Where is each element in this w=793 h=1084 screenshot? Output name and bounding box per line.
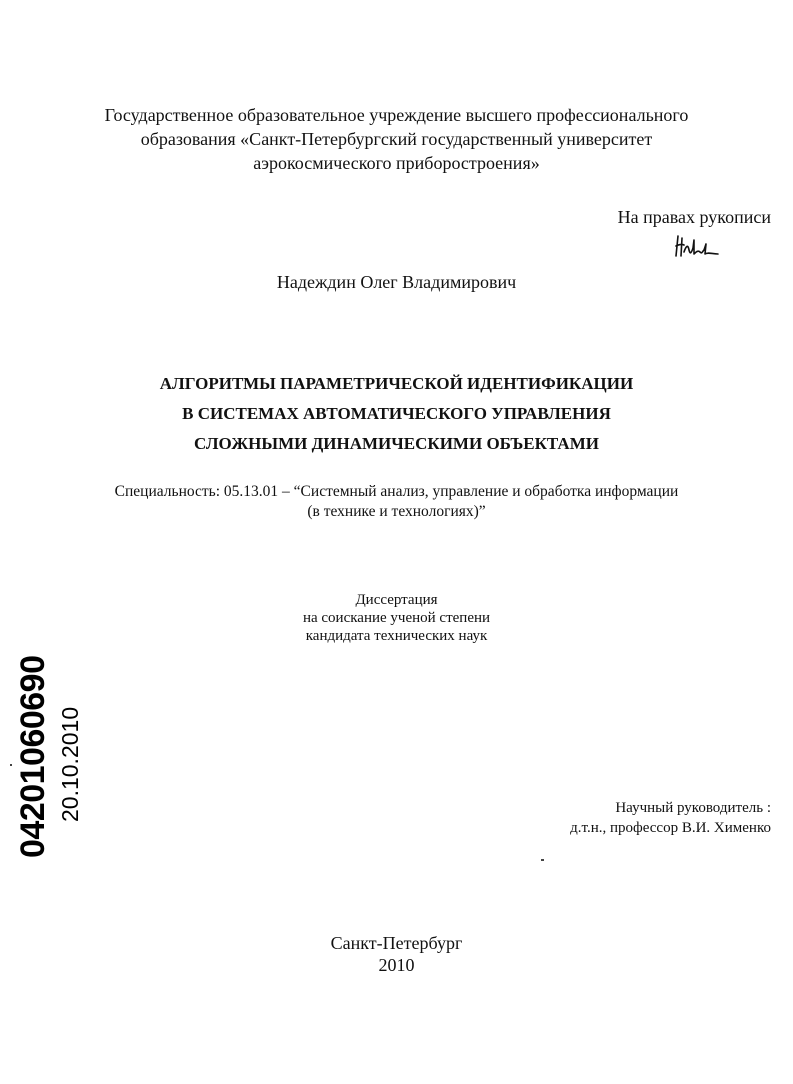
specialty-line-1: Специальность: 05.13.01 – “Системный анализ, управление и обработка информации <box>114 483 679 500</box>
dissertation-line-3: кандидата технических наук <box>305 628 488 644</box>
library-stamp-number: 04201060690 <box>14 655 52 858</box>
year: 2010 <box>378 955 415 975</box>
place-and-year <box>0 932 793 976</box>
advisor-name: д.т.н., профессор В.И. Хименко <box>570 820 771 836</box>
dissertation-type <box>0 591 793 645</box>
library-stamp-date: 20.10.2010 <box>57 706 83 822</box>
dissertation-line-2: на соискание ученой степени <box>302 610 491 626</box>
scientific-advisor <box>570 798 771 838</box>
place: Санкт-Петербург <box>330 933 463 953</box>
title-line-2: В СИСТЕМАХ АВТОМАТИЧЕСКОГО УПРАВЛЕНИЯ <box>182 404 611 423</box>
institution-header <box>40 103 753 175</box>
title-line-1: АЛГОРИТМЫ ПАРАМЕТРИЧЕСКОЙ ИДЕНТИФИКАЦИИ <box>159 374 634 393</box>
title-line-3: СЛОЖНЫМИ ДИНАМИЧЕСКИМИ ОБЪЕКТАМИ <box>194 434 599 453</box>
author-name: Надеждин Олег Владимирович <box>276 272 517 292</box>
institution-line-1: Государственное образовательное учреждение высшего профессионального <box>104 105 689 125</box>
signature-icon <box>672 232 724 260</box>
dissertation-title <box>0 369 793 459</box>
manuscript-rights: На правах рукописи <box>617 207 771 227</box>
dissertation-line-1: Диссертация <box>355 592 438 608</box>
institution-line-3: аэрокосмического приборостроения» <box>253 153 540 173</box>
scan-speck <box>10 764 12 766</box>
advisor-label: Научный руководитель : <box>615 800 771 816</box>
institution-line-2: образования «Санкт-Петербургский государственный университет <box>140 129 653 149</box>
specialty <box>30 482 763 522</box>
specialty-line-2: (в технике и технологиях)” <box>307 503 486 520</box>
scan-speck <box>541 859 544 861</box>
